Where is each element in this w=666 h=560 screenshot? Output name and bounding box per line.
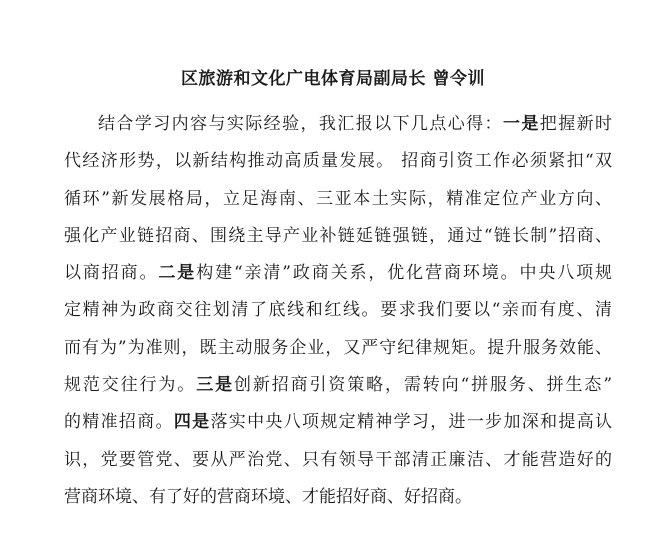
line-2-text: 代经济形势，以新结构推动高质量发展。 招商引资工作必须紧扣“双 (64, 151, 612, 172)
line-3-text: 循环”新发展格局，立足海南、三亚本土实际，精准定位产业方向、 (64, 188, 612, 209)
line-10-text: 识，党要管党、要从严治党、只有领导干部清正廉洁、才能营造好的 (64, 449, 612, 470)
body-line-2 (64, 143, 612, 180)
line-5-bold-marker: 二是 (158, 263, 197, 284)
body-line-9 (64, 404, 612, 441)
line-9-text-a: 的精准招商。 (64, 412, 174, 433)
line-7-text: 而有为”为准则，既主动服务企业，又严守纪律规矩。提升服务效能、 (64, 337, 612, 358)
line-9-text-b: 落实中央八项规定精神学习，进一步加深和提高认 (210, 412, 613, 433)
line-8-bold-marker: 三是 (196, 375, 234, 396)
body-line-6 (64, 292, 612, 329)
line-11-text: 营商环境、有了好的营商环境、才能招好商、好招商。 (64, 486, 472, 507)
line-8-text-b: 创新招商引资策略，需转向“拼服务、拼生态” (233, 375, 613, 396)
line-4-text: 强化产业链招商、围绕主导产业补链延链强链，通过“链长制”招商、 (64, 225, 612, 246)
body-line-11 (64, 479, 612, 516)
body-line-8 (64, 367, 612, 404)
line-8-text-a: 规范交往行为。 (64, 375, 197, 396)
line-1-text-b: 把握新时 (539, 114, 613, 134)
body-line-1 (64, 106, 612, 143)
body-line-5 (64, 255, 612, 292)
line-5-text-b: 构建“亲清”政商关系，优化营商环境。中央八项规 (196, 263, 613, 284)
document-body (64, 106, 612, 516)
body-line-10 (64, 442, 612, 479)
line-9-bold-marker: 四是 (173, 412, 211, 433)
body-line-4 (64, 218, 612, 255)
line-6-text: 定精神为政商交往划清了底线和红线。要求我们要以“亲而有度、清 (64, 300, 612, 321)
line-1-text-a: 结合学习内容与实际经验，我汇报以下几点心得： (98, 114, 503, 134)
line-1-bold-marker: 一是 (502, 114, 540, 134)
document-title: 区旅游和文化广电体育局副局长 曾令训 (181, 69, 485, 89)
body-line-3 (64, 181, 612, 218)
body-line-7 (64, 330, 612, 367)
line-5-text-a: 以商招商。 (64, 263, 159, 284)
